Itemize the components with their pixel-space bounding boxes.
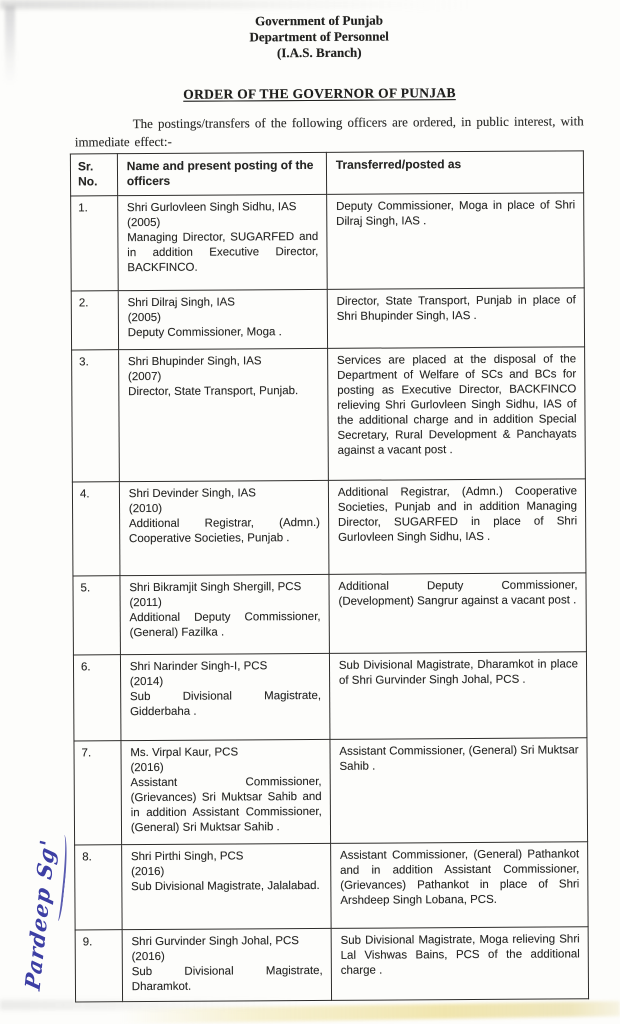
- officer-name: Shri Bikramjit Singh Shergill, PCS: [129, 581, 302, 595]
- row-serial: 5.: [73, 576, 120, 655]
- officer-batch-year: (2016): [131, 866, 165, 879]
- col-header-sr-no: Sr. No.: [70, 154, 117, 196]
- table-row: [72, 479, 586, 576]
- row-transfer-cell: Sub Divisional Magistrate, Dharamkot in place of Shri Gurvinder Singh Johal, PCS .: [329, 652, 587, 740]
- officer-present-posting: Additional Registrar, (Admn.) Cooperative Societies, Punjab .: [128, 517, 321, 546]
- intro-paragraph: The postings/transfers of the following officers are ordered, in public interest, with immediate effect:-: [74, 112, 584, 149]
- header-row: [70, 151, 583, 196]
- table-row: [75, 842, 589, 930]
- officer-batch-year: (2016): [130, 762, 164, 775]
- row-transfer-cell: Deputy Commissioner, Moga in place of Shri Dilraj Singh, IAS .: [326, 193, 584, 290]
- table-row: [71, 288, 584, 350]
- row-transfer-cell: Assistant Commissioner, (General) Sri Muktsar Sahib .: [330, 738, 588, 844]
- officer-batch-year: (2005): [127, 312, 161, 325]
- officer-present-posting: Additional Deputy Commissioner, (General) Fazilka .: [129, 611, 321, 640]
- officer-batch-year: (2005): [127, 217, 161, 230]
- row-officer-cell: [120, 575, 330, 655]
- row-serial: 8.: [75, 845, 122, 930]
- row-transfer-cell: Additional Deputy Commissioner, (Development) Sangrur against a vacant post .: [329, 573, 587, 654]
- order-table-head: [70, 151, 583, 196]
- officer-present-posting: Deputy Commissioner, Moga .: [127, 326, 282, 340]
- signature: Pardeep Sg': [18, 814, 63, 1015]
- officer-name: Shri Dilraj Singh, IAS: [127, 296, 236, 310]
- officer-present-posting: Assistant Commissioner, (Grievances) Sri Muktsar Sahib and in addition Assistant Commissioner, (General) Sri Muktsar Sahib .: [130, 776, 322, 835]
- officer-name: Shri Devinder Singh, IAS: [128, 487, 256, 501]
- officer-batch-year: (2007): [128, 371, 162, 384]
- table-row: [74, 738, 588, 845]
- row-serial: 4.: [72, 482, 119, 576]
- officer-name: Shri Gurvinder Singh Johal, PCS: [131, 935, 299, 949]
- row-serial: 9.: [75, 930, 122, 1002]
- officer-batch-year: (2010): [128, 503, 163, 516]
- officer-name: Shri Narinder Singh-I, PCS: [129, 660, 268, 674]
- col-header-officer: Name and present posting of the officers: [117, 153, 326, 196]
- row-transfer-cell: Services are placed at the disposal of the Department of Welfare of SCs and BCs for posting as Executive Director, BACKFINCO relieving Shri Gurlovleen Singh Sidhu, IAS of the additional charge and in addition Special Secretary, Rural Development & Panchayats against a vacant post .: [327, 347, 585, 481]
- officer-name: Shri Bhupinder Singh, IAS: [127, 355, 262, 369]
- table-row: [71, 193, 585, 291]
- order-table-body: [71, 193, 589, 1002]
- table-row: [75, 927, 588, 1002]
- officer-batch-year: (2016): [131, 951, 165, 964]
- row-officer-cell: [118, 349, 328, 482]
- header-line-government: Government of Punjab: [255, 12, 384, 29]
- row-officer-cell: [118, 290, 327, 350]
- header-line-department: Department of Personnel: [249, 28, 389, 45]
- row-transfer-cell: Additional Registrar, (Admn.) Cooperative Societies, Punjab and in addition Managing Director, SUGARFED in place of Shri Gurlovleen Singh Sidhu, IAS .: [328, 479, 586, 575]
- officer-name: Shri Pirthi Singh, PCS: [130, 850, 244, 864]
- officer-present-posting: Sub Divisional Magistrate, Dharamkot.: [131, 965, 323, 994]
- row-officer-cell: [122, 929, 331, 1002]
- row-serial: 2.: [71, 291, 118, 350]
- table-row: [73, 652, 587, 741]
- document-header: [21, 11, 617, 62]
- officer-present-posting: Sub Divisional Magistrate, Jalalabad.: [131, 880, 320, 894]
- table-row: [73, 573, 586, 655]
- scan-artifact-bottom-highlight: [120, 1001, 620, 1024]
- officer-batch-year: (2014): [129, 676, 164, 689]
- officer-present-posting: Managing Director, SUGARFED and in addition Executive Director, BACKFINCO.: [127, 231, 319, 275]
- order-table: [70, 151, 589, 1003]
- officer-batch-year: (2011): [129, 597, 162, 610]
- row-officer-cell: [119, 481, 329, 576]
- col-header-transfer: Transferred/posted as: [326, 151, 583, 195]
- table-row: [72, 347, 586, 482]
- officer-name: Shri Gurlovleen Singh Sidhu, IAS: [126, 201, 297, 215]
- row-officer-cell: [121, 844, 331, 930]
- officer-present-posting: Director, State Transport, Punjab.: [128, 385, 299, 399]
- order-title-wrap: [21, 83, 617, 105]
- row-serial: 3.: [72, 350, 120, 482]
- row-serial: 1.: [71, 196, 118, 291]
- order-title: ORDER OF THE GOVERNOR OF PUNJAB: [183, 84, 456, 102]
- row-serial: 6.: [73, 655, 120, 741]
- row-officer-cell: [120, 654, 330, 741]
- row-officer-cell: [121, 740, 331, 845]
- row-transfer-cell: Sub Divisional Magistrate, Moga relieving Shri Lal Vishwas Bains, PCS of the additional charge .: [331, 927, 589, 1000]
- row-serial: 7.: [74, 741, 121, 845]
- officer-name: Ms. Virpal Kaur, PCS: [130, 746, 239, 760]
- row-officer-cell: [117, 195, 327, 291]
- row-transfer-cell: Assistant Commissioner, (General) Pathankot and in addition Assistant Commissioner, (Grievances) Pathankot in place of Shri Arshdeep Singh Lobana, PCS.: [330, 842, 588, 929]
- officer-present-posting: Sub Divisional Magistrate, Gidderbaha .: [129, 690, 322, 719]
- row-transfer-cell: Director, State Transport, Punjab in place of Shri Bhupinder Singh, IAS .: [327, 288, 584, 349]
- header-line-branch: (I.A.S. Branch): [276, 44, 362, 60]
